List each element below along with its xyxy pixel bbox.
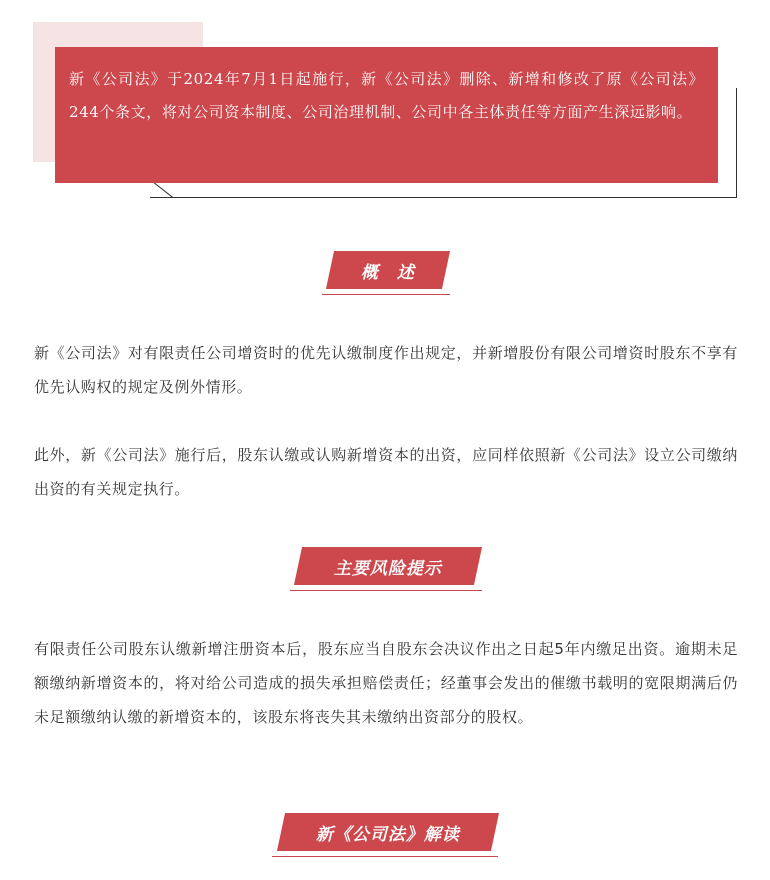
section-underline-interpretation (272, 856, 498, 857)
section-title-risks: 主要风险提示 (334, 558, 442, 579)
section-header-overview (0, 251, 770, 295)
overview-paragraph-2: 此外，新《公司法》施行后，股东认缴或认购新增资本的出资，应同样依照新《公司法》设立公司缴纳出资的有关规定执行。 (34, 446, 738, 498)
section-header-interpretation (0, 813, 770, 857)
section-badge-overview (326, 251, 450, 289)
risks-paragraph-1: 有限责任公司股东认缴新增注册资本后，股东应当自股东会决议作出之日起5年内缴足出资。逾期未足额缴纳新增资本的，将对给公司造成的损失承担赔偿责任；经董事会发出的催缴书载明的宽限期满后仍未足额缴纳认缴的新增资本的，该股东将丧失其未缴纳出资部分的股权。 (34, 640, 738, 726)
intro-callout (0, 0, 770, 210)
intro-box (55, 47, 718, 183)
section-title-overview: 概 述 (361, 262, 415, 283)
section-badge-risks (294, 547, 482, 585)
section-badge-interpretation (277, 813, 499, 851)
overview-paragraph-1: 新《公司法》对有限责任公司增资时的优先认缴制度作出规定，并新增股份有限公司增资时股东不享有优先认购权的规定及例外情形。 (34, 344, 738, 396)
section-title-interpretation: 新《公司法》解读 (316, 824, 460, 845)
section-underline-overview (322, 294, 450, 295)
section-header-risks (0, 547, 770, 591)
section-underline-risks (290, 590, 482, 591)
intro-text: 新《公司法》于2024年7月1日起施行，新《公司法》删除、新增和修改了原《公司法》244个条文，将对公司资本制度、公司治理机制、公司中各主体责任等方面产生深远影响。 (69, 70, 704, 121)
